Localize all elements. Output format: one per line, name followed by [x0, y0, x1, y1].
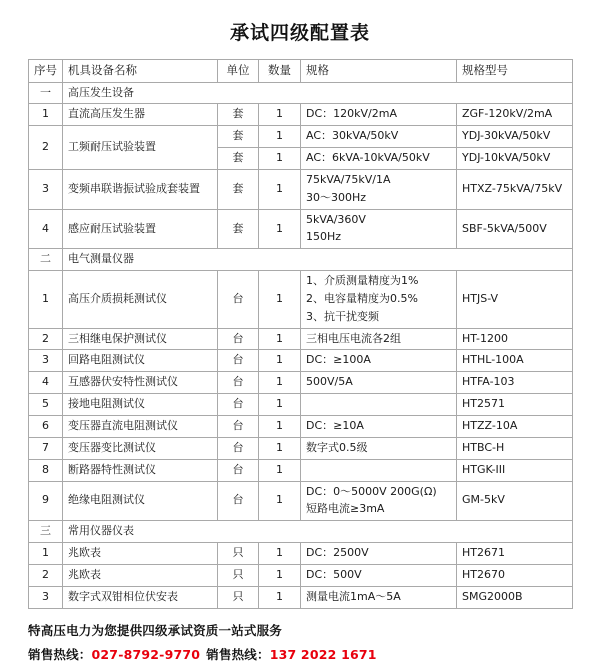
section-row	[29, 249, 573, 271]
cell-quantity: 1	[259, 416, 301, 438]
cell-equipment-name: 直流高压发生器	[63, 104, 218, 126]
cell-specification	[301, 328, 457, 350]
spec-line: 5kVA/360V	[306, 212, 366, 226]
cell-no: 3	[29, 586, 63, 608]
cell-model: HTXZ-75kVA/75kV	[457, 169, 573, 209]
spec-line: DC：2500V	[306, 546, 369, 560]
cell-unit: 套	[218, 126, 259, 148]
cell-no: 3	[29, 350, 63, 372]
cell-quantity: 1	[259, 271, 301, 329]
cell-no: 5	[29, 394, 63, 416]
table-container	[0, 59, 600, 609]
section-number: 三	[29, 521, 63, 543]
cell-quantity: 1	[259, 437, 301, 459]
cell-model: SMG2000B	[457, 586, 573, 608]
cell-model: HTZZ-10A	[457, 416, 573, 438]
footer-hotlines	[28, 645, 572, 663]
table-row	[29, 372, 573, 394]
cell-specification	[301, 481, 457, 521]
cell-unit: 台	[218, 394, 259, 416]
cell-model: HTHL-100A	[457, 350, 573, 372]
table-row	[29, 543, 573, 565]
spec-line: 三相电压电流各2组	[306, 331, 401, 345]
table-row	[29, 209, 573, 249]
cell-specification	[301, 437, 457, 459]
table-row	[29, 350, 573, 372]
cell-no: 4	[29, 209, 63, 249]
table-row	[29, 437, 573, 459]
cell-quantity: 1	[259, 350, 301, 372]
hotline-number-1[interactable]: 027-8792-9770	[91, 646, 201, 662]
cell-equipment-name: 变频串联谐振试验成套装置	[63, 169, 218, 209]
cell-equipment-name: 变压器变比测试仪	[63, 437, 218, 459]
cell-no: 1	[29, 271, 63, 329]
cell-model: YDJ-10kVA/50kV	[457, 148, 573, 170]
cell-equipment-name: 兆欧表	[63, 564, 218, 586]
spec-line: 2、电容量精度为0.5%	[306, 291, 418, 305]
spec-line: 3、抗干扰变频	[306, 309, 379, 323]
cell-quantity: 1	[259, 328, 301, 350]
cell-quantity: 1	[259, 104, 301, 126]
spec-line: 150Hz	[306, 230, 342, 244]
cell-model: HTFA-103	[457, 372, 573, 394]
cell-unit: 只	[218, 543, 259, 565]
cell-specification	[301, 350, 457, 372]
section-row	[29, 82, 573, 104]
hotline-label-1: 销售热线：	[28, 646, 92, 662]
cell-unit: 只	[218, 586, 259, 608]
cell-specification	[301, 543, 457, 565]
cell-unit: 台	[218, 481, 259, 521]
cell-quantity: 1	[259, 481, 301, 521]
cell-no: 7	[29, 437, 63, 459]
cell-quantity: 1	[259, 394, 301, 416]
cell-quantity: 1	[259, 586, 301, 608]
cell-model: HT2670	[457, 564, 573, 586]
table-row	[29, 169, 573, 209]
page-title: 承试四级配置表	[229, 22, 370, 44]
cell-no: 6	[29, 416, 63, 438]
cell-model: GM-5kV	[457, 481, 573, 521]
cell-specification	[301, 416, 457, 438]
cell-model: HTBC-H	[457, 437, 573, 459]
cell-no: 2	[29, 126, 63, 170]
footer	[0, 609, 600, 663]
table-row	[29, 416, 573, 438]
cell-unit: 套	[218, 104, 259, 126]
table-row	[29, 104, 573, 126]
cell-unit: 台	[218, 372, 259, 394]
table-row	[29, 564, 573, 586]
cell-specification	[301, 209, 457, 249]
column-header-spec: 规格	[301, 60, 457, 83]
cell-no: 9	[29, 481, 63, 521]
cell-specification	[301, 372, 457, 394]
cell-model: YDJ-30kVA/50kV	[457, 126, 573, 148]
cell-equipment-name: 回路电阻测试仪	[63, 350, 218, 372]
cell-quantity: 1	[259, 372, 301, 394]
cell-no: 2	[29, 328, 63, 350]
cell-no: 2	[29, 564, 63, 586]
cell-model: ZGF-120kV/2mA	[457, 104, 573, 126]
column-header-model: 规格型号	[457, 60, 573, 83]
section-title: 高压发生设备	[63, 82, 573, 104]
cell-specification	[301, 104, 457, 126]
cell-specification	[301, 169, 457, 209]
table-row	[29, 126, 573, 148]
cell-specification	[301, 459, 457, 481]
cell-quantity: 1	[259, 169, 301, 209]
cell-model: HTJS-V	[457, 271, 573, 329]
equipment-configuration-table	[28, 59, 573, 609]
cell-model: HTGK-III	[457, 459, 573, 481]
section-title: 常用仪器仪表	[63, 521, 573, 543]
column-header-name: 机具设备名称	[63, 60, 218, 83]
spec-line: 500V/5A	[306, 375, 353, 389]
spec-line: 30～300Hz	[306, 190, 367, 204]
cell-unit: 套	[218, 209, 259, 249]
cell-quantity: 1	[259, 543, 301, 565]
section-row	[29, 521, 573, 543]
table-row	[29, 481, 573, 521]
cell-unit: 台	[218, 416, 259, 438]
cell-unit: 台	[218, 459, 259, 481]
cell-unit: 只	[218, 564, 259, 586]
cell-quantity: 1	[259, 126, 301, 148]
cell-model: HT2671	[457, 543, 573, 565]
spec-line: DC：120kV/2mA	[306, 107, 397, 121]
hotline-number-2[interactable]: 137 2022 1671	[269, 646, 377, 662]
cell-specification	[301, 148, 457, 170]
cell-unit: 台	[218, 271, 259, 329]
cell-equipment-name: 感应耐压试验装置	[63, 209, 218, 249]
spec-line: 短路电流≥3mA	[306, 502, 385, 516]
cell-equipment-name: 数字式双钳相位伏安表	[63, 586, 218, 608]
section-number: 二	[29, 249, 63, 271]
spec-line: DC：≥100A	[306, 353, 371, 367]
spec-line: DC：0～5000V 200G(Ω)	[306, 484, 437, 498]
cell-equipment-name: 变压器直流电阻测试仪	[63, 416, 218, 438]
spec-line: 75kVA/75kV/1A	[306, 172, 391, 186]
spec-line: DC：500V	[306, 567, 362, 581]
cell-specification	[301, 394, 457, 416]
cell-no: 1	[29, 104, 63, 126]
cell-equipment-name: 工频耐压试验装置	[63, 126, 218, 170]
cell-specification	[301, 586, 457, 608]
cell-unit: 套	[218, 148, 259, 170]
cell-equipment-name: 接地电阻测试仪	[63, 394, 218, 416]
cell-no: 3	[29, 169, 63, 209]
spec-line: 数字式0.5级	[306, 440, 368, 454]
spec-line: 测量电流1mA～5A	[306, 589, 401, 603]
table-row	[29, 459, 573, 481]
spec-line: 1、介质测量精度为1%	[306, 274, 419, 288]
cell-model: HT2571	[457, 394, 573, 416]
section-number: 一	[29, 82, 63, 104]
hotline-label-2: 销售热线：	[206, 646, 270, 662]
cell-model: HT-1200	[457, 328, 573, 350]
cell-specification	[301, 271, 457, 329]
table-row	[29, 394, 573, 416]
spec-line: AC：30kVA/50kV	[306, 129, 399, 143]
cell-unit: 台	[218, 328, 259, 350]
cell-no: 8	[29, 459, 63, 481]
cell-unit: 套	[218, 169, 259, 209]
cell-equipment-name: 高压介质损耗测试仪	[63, 271, 218, 329]
cell-quantity: 1	[259, 564, 301, 586]
column-header-qty: 数量	[259, 60, 301, 83]
table-row	[29, 271, 573, 329]
cell-model: SBF-5kVA/500V	[457, 209, 573, 249]
table-row	[29, 328, 573, 350]
spec-line: AC：6kVA-10kVA/50kV	[306, 151, 430, 165]
cell-quantity: 1	[259, 459, 301, 481]
table-body	[29, 82, 573, 608]
cell-equipment-name: 断路器特性测试仪	[63, 459, 218, 481]
cell-unit: 台	[218, 437, 259, 459]
cell-equipment-name: 兆欧表	[63, 543, 218, 565]
cell-no: 1	[29, 543, 63, 565]
cell-specification	[301, 126, 457, 148]
table-row	[29, 586, 573, 608]
cell-specification	[301, 564, 457, 586]
cell-no: 4	[29, 372, 63, 394]
column-header-no: 序号	[29, 60, 63, 83]
table-header	[29, 60, 573, 83]
spec-line: DC：≥10A	[306, 419, 364, 433]
cell-equipment-name: 三相继电保护测试仪	[63, 328, 218, 350]
cell-quantity: 1	[259, 148, 301, 170]
footer-slogan: 特高压电力为您提供四级承试资质一站式服务	[28, 622, 283, 638]
section-title: 电气测量仪器	[63, 249, 573, 271]
cell-unit: 台	[218, 350, 259, 372]
table-header-row	[29, 60, 573, 83]
column-header-unit: 单位	[218, 60, 259, 83]
cell-quantity: 1	[259, 209, 301, 249]
cell-equipment-name: 互感器伏安特性测试仪	[63, 372, 218, 394]
cell-equipment-name: 绝缘电阻测试仪	[63, 481, 218, 521]
